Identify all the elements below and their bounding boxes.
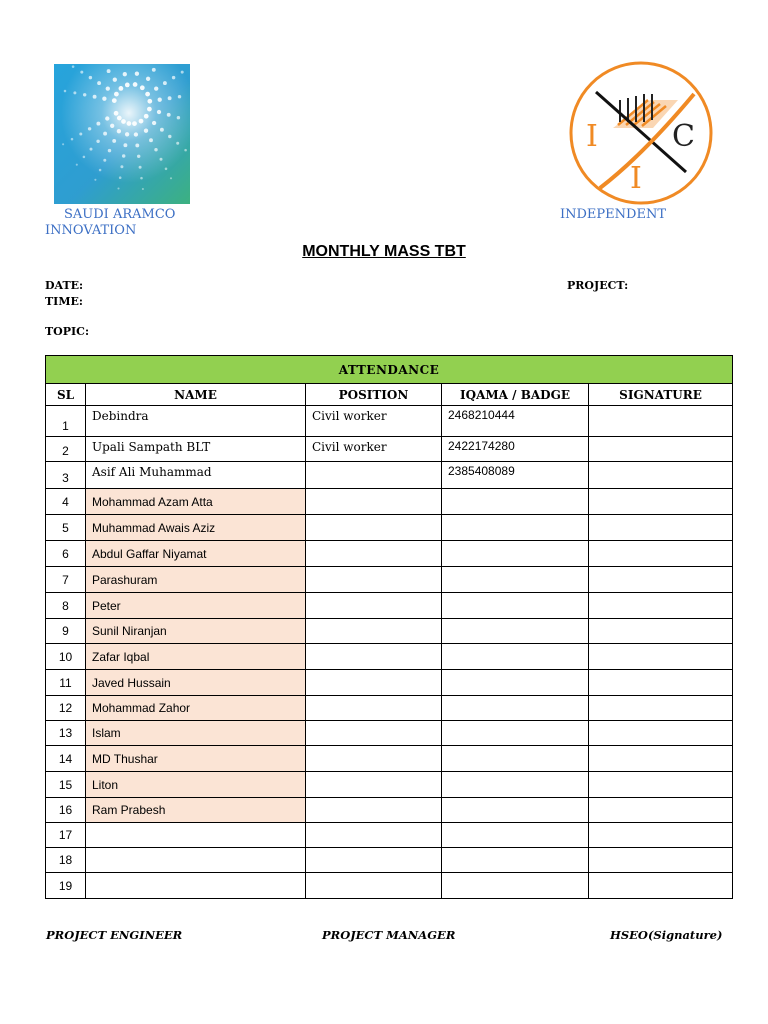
table-row bbox=[46, 462, 733, 489]
row-position bbox=[306, 515, 442, 541]
row-sl: 11 bbox=[46, 670, 86, 696]
row-iqama bbox=[442, 721, 589, 746]
row-signature bbox=[589, 644, 733, 670]
col-sl: SL bbox=[46, 384, 86, 406]
ici-letter-1: I bbox=[586, 119, 598, 154]
ici-letter-2: C bbox=[672, 119, 695, 154]
left-company-line2: INNOVATION bbox=[45, 223, 137, 238]
table-row bbox=[46, 541, 733, 567]
column-header-row bbox=[46, 384, 733, 406]
row-position: Civil worker bbox=[306, 437, 442, 462]
row-position bbox=[306, 541, 442, 567]
row-sl: 1 bbox=[46, 406, 86, 437]
row-sl: 9 bbox=[46, 619, 86, 644]
row-name: Mohammad Zahor bbox=[86, 696, 306, 721]
row-sl: 3 bbox=[46, 462, 86, 489]
row-signature bbox=[589, 489, 733, 515]
col-position: POSITION bbox=[306, 384, 442, 406]
row-position bbox=[306, 873, 442, 899]
date-label: DATE: bbox=[45, 279, 84, 292]
row-sl: 4 bbox=[46, 489, 86, 515]
row-name: Peter bbox=[86, 593, 306, 619]
row-name: Debindra bbox=[86, 406, 306, 437]
row-signature bbox=[589, 848, 733, 873]
table-row bbox=[46, 644, 733, 670]
row-iqama bbox=[442, 670, 589, 696]
row-iqama bbox=[442, 823, 589, 848]
row-name bbox=[86, 823, 306, 848]
row-signature bbox=[589, 721, 733, 746]
row-signature bbox=[589, 772, 733, 798]
attendance-heading: ATTENDANCE bbox=[46, 356, 733, 384]
row-position bbox=[306, 489, 442, 515]
row-sl: 10 bbox=[46, 644, 86, 670]
table-row bbox=[46, 873, 733, 899]
row-name bbox=[86, 848, 306, 873]
row-signature bbox=[589, 437, 733, 462]
row-name: Parashuram bbox=[86, 567, 306, 593]
topic-label: TOPIC: bbox=[45, 325, 89, 338]
row-sl: 15 bbox=[46, 772, 86, 798]
row-name: Mohammad Azam Atta bbox=[86, 489, 306, 515]
row-position bbox=[306, 798, 442, 823]
table-row bbox=[46, 798, 733, 823]
row-name: Javed Hussain bbox=[86, 670, 306, 696]
table-row bbox=[46, 567, 733, 593]
page-title-text: MONTHLY MASS TBT bbox=[302, 243, 466, 260]
row-position bbox=[306, 721, 442, 746]
row-iqama bbox=[442, 489, 589, 515]
row-iqama bbox=[442, 772, 589, 798]
row-signature bbox=[589, 462, 733, 489]
row-position bbox=[306, 593, 442, 619]
row-signature bbox=[589, 593, 733, 619]
aramco-starburst-logo-icon bbox=[54, 64, 190, 204]
row-name: MD Thushar bbox=[86, 746, 306, 772]
row-iqama bbox=[442, 515, 589, 541]
row-signature bbox=[589, 619, 733, 644]
row-iqama bbox=[442, 619, 589, 644]
table-row bbox=[46, 406, 733, 437]
row-name: Upali Sampath BLT bbox=[86, 437, 306, 462]
left-company-line1: SAUDI ARAMCO bbox=[64, 207, 176, 222]
time-label: TIME: bbox=[45, 295, 83, 308]
page-title bbox=[0, 243, 768, 261]
row-signature bbox=[589, 541, 733, 567]
ici-circle-logo-icon bbox=[568, 60, 714, 206]
row-iqama bbox=[442, 541, 589, 567]
row-position bbox=[306, 619, 442, 644]
row-signature bbox=[589, 823, 733, 848]
row-position bbox=[306, 746, 442, 772]
col-name: NAME bbox=[86, 384, 306, 406]
row-iqama bbox=[442, 696, 589, 721]
col-signature: SIGNATURE bbox=[589, 384, 733, 406]
row-iqama bbox=[442, 567, 589, 593]
table-row bbox=[46, 848, 733, 873]
project-label: PROJECT: bbox=[567, 279, 629, 292]
row-iqama bbox=[442, 746, 589, 772]
footer-project-manager: PROJECT MANAGER bbox=[322, 928, 456, 942]
row-signature bbox=[589, 670, 733, 696]
row-sl: 6 bbox=[46, 541, 86, 567]
row-sl: 19 bbox=[46, 873, 86, 899]
row-sl: 13 bbox=[46, 721, 86, 746]
row-name: Zafar Iqbal bbox=[86, 644, 306, 670]
row-sl: 8 bbox=[46, 593, 86, 619]
row-name: Muhammad Awais Aziz bbox=[86, 515, 306, 541]
table-row bbox=[46, 619, 733, 644]
row-name: Liton bbox=[86, 772, 306, 798]
table-row bbox=[46, 515, 733, 541]
row-sl: 2 bbox=[46, 437, 86, 462]
row-position bbox=[306, 644, 442, 670]
row-name: Asif Ali Muhammad bbox=[86, 462, 306, 489]
row-position bbox=[306, 462, 442, 489]
row-sl: 16 bbox=[46, 798, 86, 823]
row-signature bbox=[589, 746, 733, 772]
row-sl: 14 bbox=[46, 746, 86, 772]
row-iqama: 2422174280 bbox=[442, 437, 589, 462]
attendance-table bbox=[45, 355, 733, 899]
table-row bbox=[46, 593, 733, 619]
row-position bbox=[306, 567, 442, 593]
row-signature bbox=[589, 873, 733, 899]
table-row bbox=[46, 823, 733, 848]
row-sl: 18 bbox=[46, 848, 86, 873]
table-row bbox=[46, 746, 733, 772]
row-sl: 12 bbox=[46, 696, 86, 721]
row-position bbox=[306, 823, 442, 848]
table-row bbox=[46, 696, 733, 721]
footer-hseo-signature: HSEO(Signature) bbox=[610, 928, 723, 942]
row-iqama bbox=[442, 798, 589, 823]
row-sl: 17 bbox=[46, 823, 86, 848]
row-signature bbox=[589, 696, 733, 721]
row-position bbox=[306, 772, 442, 798]
row-position bbox=[306, 848, 442, 873]
row-signature bbox=[589, 406, 733, 437]
table-row bbox=[46, 489, 733, 515]
table-row bbox=[46, 721, 733, 746]
row-iqama: 2468210444 bbox=[442, 406, 589, 437]
row-iqama bbox=[442, 873, 589, 899]
row-name: Islam bbox=[86, 721, 306, 746]
col-iqama: IQAMA / BADGE bbox=[442, 384, 589, 406]
row-iqama bbox=[442, 644, 589, 670]
row-position: Civil worker bbox=[306, 406, 442, 437]
row-sl: 7 bbox=[46, 567, 86, 593]
row-name bbox=[86, 873, 306, 899]
right-company-name: INDEPENDENT bbox=[560, 207, 666, 222]
table-row bbox=[46, 772, 733, 798]
row-name: Ram Prabesh bbox=[86, 798, 306, 823]
row-position bbox=[306, 670, 442, 696]
table-row bbox=[46, 670, 733, 696]
table-row bbox=[46, 437, 733, 462]
row-iqama: 2385408089 bbox=[442, 462, 589, 489]
ici-letter-3: I bbox=[630, 161, 642, 196]
row-iqama bbox=[442, 848, 589, 873]
row-position bbox=[306, 696, 442, 721]
row-signature bbox=[589, 515, 733, 541]
row-sl: 5 bbox=[46, 515, 86, 541]
row-name: Abdul Gaffar Niyamat bbox=[86, 541, 306, 567]
row-signature bbox=[589, 798, 733, 823]
footer-project-engineer: PROJECT ENGINEER bbox=[46, 928, 183, 942]
row-signature bbox=[589, 567, 733, 593]
row-iqama bbox=[442, 593, 589, 619]
row-name: Sunil Niranjan bbox=[86, 619, 306, 644]
